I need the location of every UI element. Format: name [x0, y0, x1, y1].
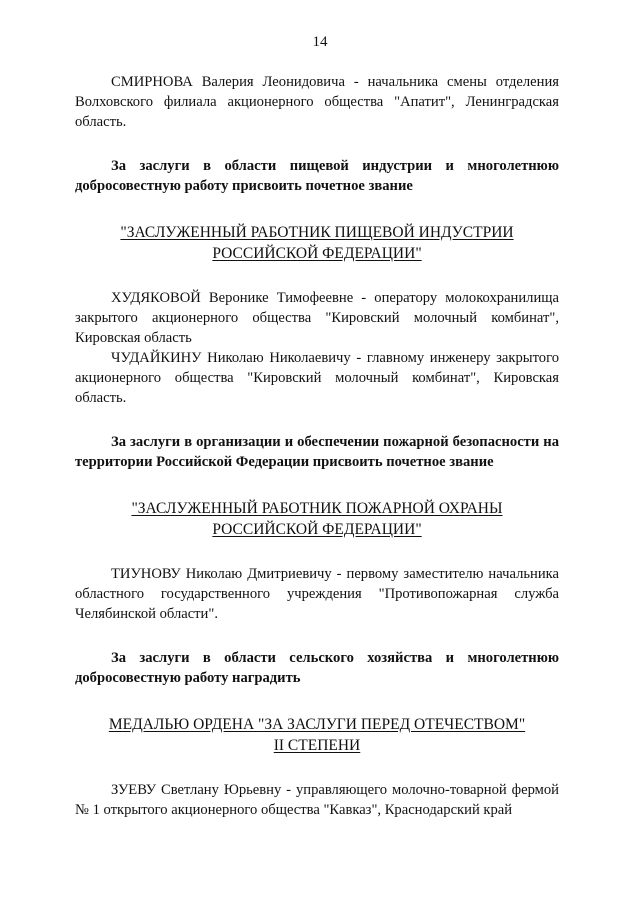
- award-title-line: МЕДАЛЬЮ ОРДЕНА "ЗА ЗАСЛУГИ ПЕРЕД ОТЕЧЕСТВОМ": [108, 716, 526, 733]
- award-title-line: РОССИЙСКОЙ ФЕДЕРАЦИИ": [212, 245, 422, 262]
- award-title-line: РОССИЙСКОЙ ФЕДЕРАЦИИ": [212, 521, 422, 538]
- award-recipient-khudyakova: ХУДЯКОВОЙ Веронике Тимофеевне - оператору молокохранилища закрытого акционерного общества "Кировский молочный комбинат", Кировская область: [75, 290, 559, 346]
- award-title-fire-protection: [75, 498, 559, 540]
- page-number: 14: [312, 34, 328, 50]
- award-title-food-industry: [75, 222, 559, 264]
- award-title-line: II СТЕПЕНИ: [273, 737, 361, 754]
- award-recipient-smirnova: СМИРНОВА Валерия Леонидовича - начальника смены отделения Волховского филиала акционерного общества "Апатит", Ленинградская область.: [75, 74, 559, 130]
- award-recipient-zueva: ЗУЕВУ Светлану Юрьевну - управляющего молочно-товарной фермой № 1 открытого акционерного общества "Кавказ", Краснодарский край: [75, 782, 559, 818]
- award-recipient-chudaykin: ЧУДАЙКИНУ Николаю Николаевичу - главному инженеру закрытого акционерного общества "Кировский молочный комбинат", Кировская область.: [75, 350, 559, 406]
- award-title-line: "ЗАСЛУЖЕННЫЙ РАБОТНИК ПИЩЕВОЙ ИНДУСТРИИ: [120, 224, 514, 241]
- decree-fire-safety: За заслуги в организации и обеспечении пожарной безопасности на территории Российской Федерации присвоить почетное звание: [75, 434, 559, 470]
- award-title-medal: [75, 714, 559, 756]
- document-body: [75, 72, 559, 820]
- decree-agriculture: За заслуги в области сельского хозяйства и многолетнюю добросовестную работу наградить: [75, 650, 559, 686]
- award-title-line: "ЗАСЛУЖЕННЫЙ РАБОТНИК ПОЖАРНОЙ ОХРАНЫ: [131, 500, 503, 517]
- decree-food-industry: За заслуги в области пищевой индустрии и многолетнюю добросовестную работу присвоить почетное звание: [75, 158, 559, 194]
- award-recipient-tiunov: ТИУНОВУ Николаю Дмитриевичу - первому заместителю начальника областного государственного учреждения "Противопожарная служба Челябинской области".: [75, 566, 559, 622]
